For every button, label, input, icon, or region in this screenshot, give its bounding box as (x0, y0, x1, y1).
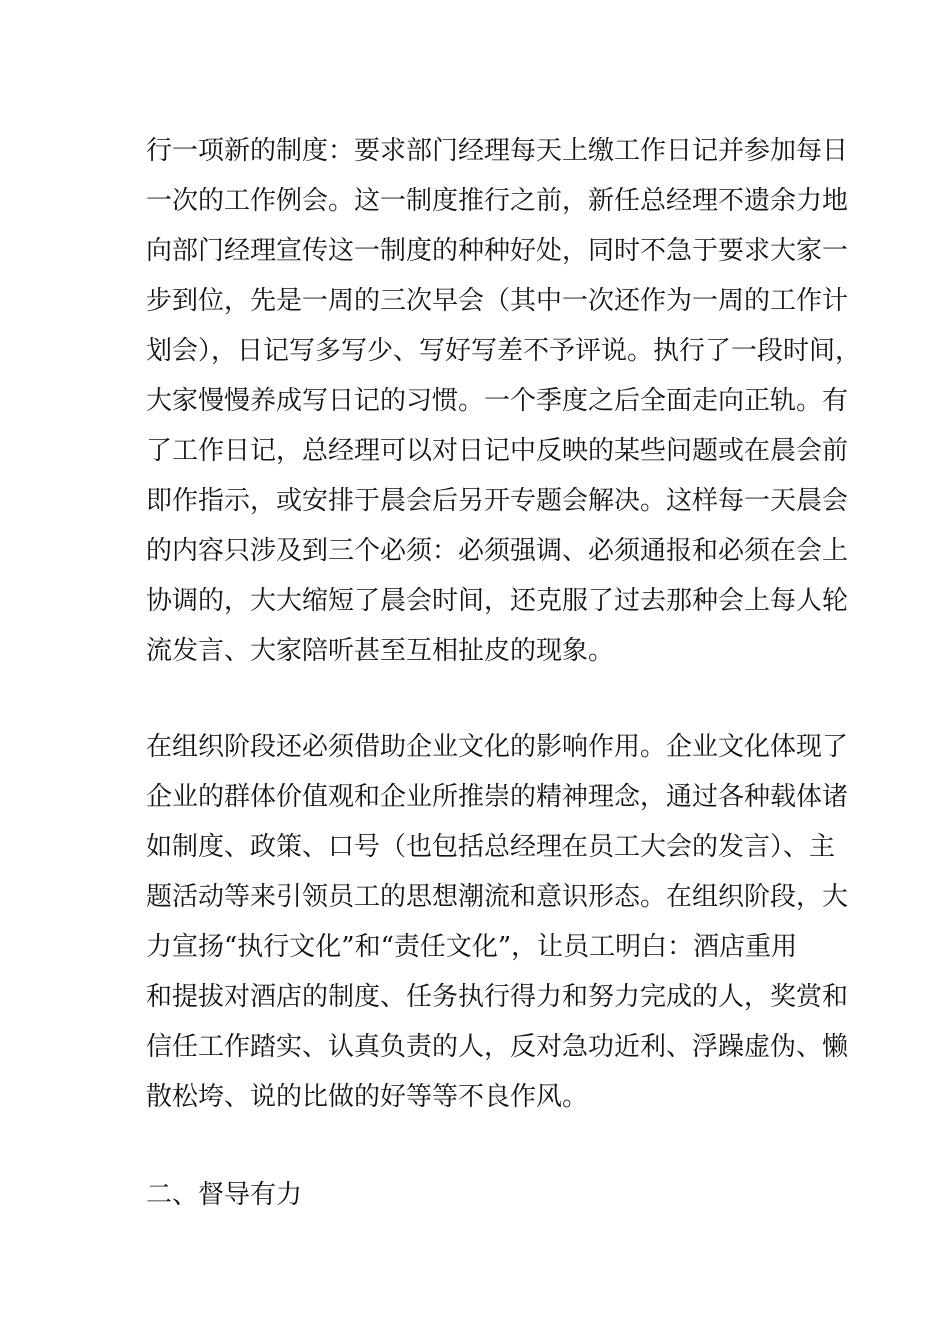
text-line: 即作指示，或安排于晨会后另开专题会解决。这样每一天晨会 (146, 486, 849, 516)
text-line: 和提拔对酒店的制度、任务执行得力和努力完成的人，奖赏和 (146, 982, 849, 1012)
text-line: 协调的，大大缩短了晨会时间，还克服了过去那种会上每人轮 (146, 586, 849, 616)
text-line: 步到位，先是一周的三次早会（其中一次还作为一周的工作计 (146, 286, 849, 316)
text-line: 向部门经理宣传这一制度的种种好处，同时不急于要求大家一 (146, 236, 849, 266)
section-heading-text: 二、督导有力 (146, 1180, 303, 1210)
text-line: 了工作日记，总经理可以对日记中反映的某些问题或在晨会前 (146, 436, 849, 466)
text-line: 企业的群体价值观和企业所推崇的精神理念，通过各种载体诸 (146, 782, 849, 812)
text-line: 流发言、大家陪听甚至互相扯皮的现象。 (146, 636, 615, 666)
paragraph-daily-log-system (146, 126, 862, 676)
text-line: 一次的工作例会。这一制度推行之前，新任总经理不遗余力地 (146, 186, 849, 216)
text-line: 信任工作踏实、认真负责的人，反对急功近利、浮躁虚伪、懒 (146, 1032, 849, 1062)
text-line: 大家慢慢养成写日记的习惯。一个季度之后全面走向正轨。有 (146, 386, 849, 416)
text-line: 题活动等来引领员工的思想潮流和意识形态。在组织阶段，大 (146, 882, 849, 912)
text-line: 散松垮、说的比做的好等等不良作风。 (146, 1082, 589, 1112)
text-line: 在组织阶段还必须借助企业文化的影响作用。企业文化体现了 (146, 732, 849, 762)
text-line: 划会），日记写多写少、写好写差不予评说。执行了一段时间， (146, 336, 862, 366)
paragraph-corporate-culture (146, 722, 849, 1122)
section-heading (146, 1170, 810, 1220)
text-line: 力宣扬“执行文化”和“责任文化”，让员工明白：酒店重用 (146, 932, 798, 962)
text-line: 如制度、政策、口号（也包括总经理在员工大会的发言）、主 (146, 832, 836, 862)
text-line: 行一项新的制度：要求部门经理每天上缴工作日记并参加每日 (146, 136, 849, 166)
text-line: 的内容只涉及到三个必须：必须强调、必须通报和必须在会上 (146, 536, 849, 566)
